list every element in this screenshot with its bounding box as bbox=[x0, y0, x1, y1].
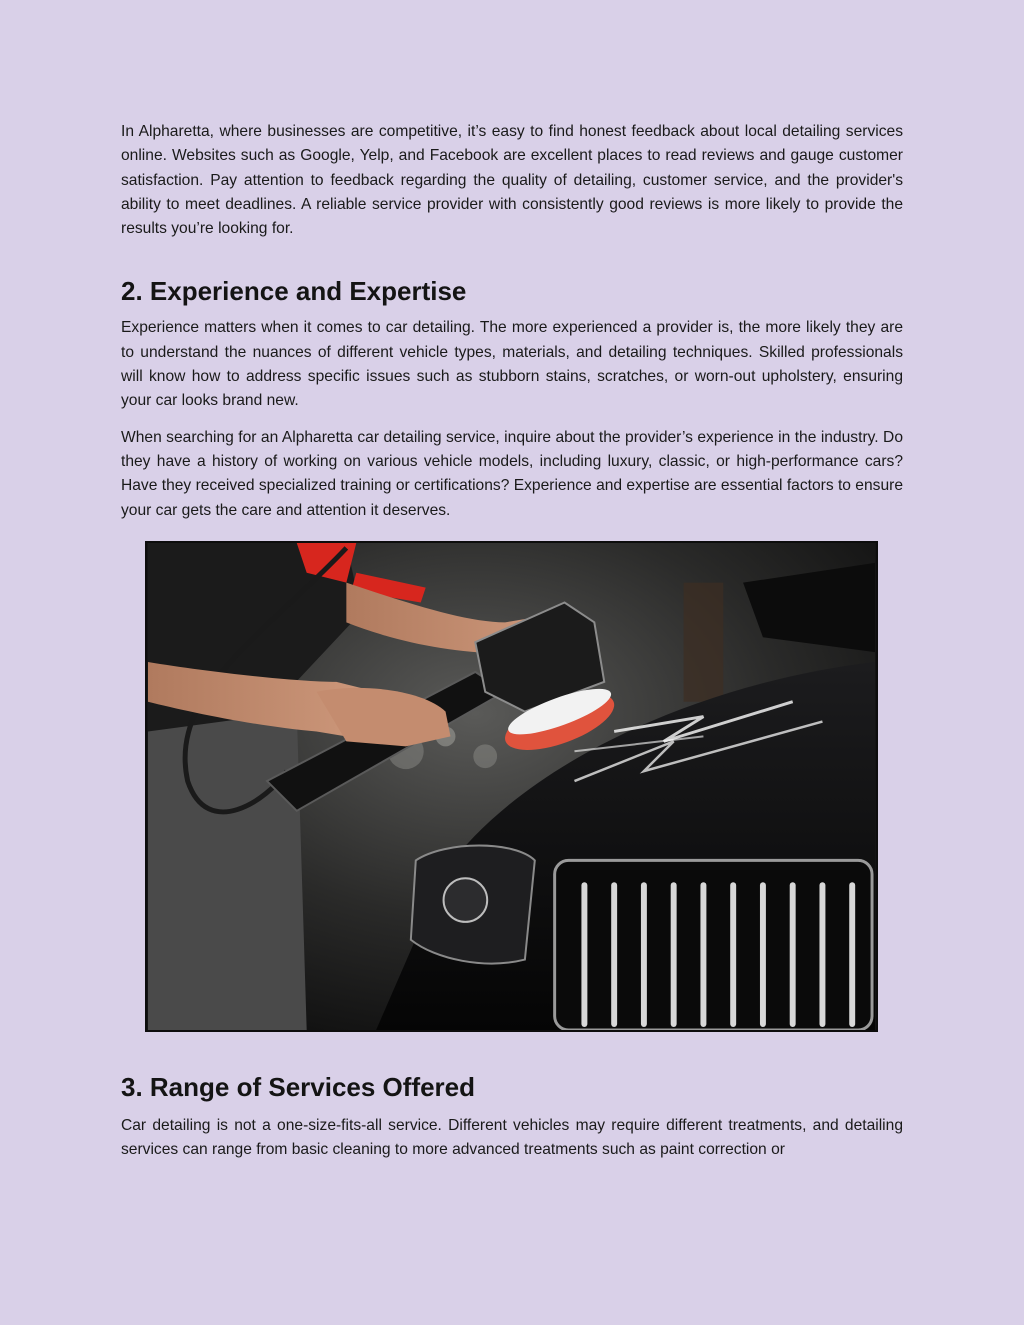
experience-heading: 2. Experience and Expertise bbox=[121, 276, 467, 307]
experience-paragraph-1: Experience matters when it comes to car detailing. The more experienced a provider is, the more likely they are to understand the nuances of different vehicle types, materials, and detailing techniques. Skilled professionals will know how to address specific issues such as stubborn stains, scratches, or worn-out upholstery, ensuring your car looks brand new. bbox=[121, 319, 903, 410]
car-polishing-photo bbox=[145, 541, 878, 1032]
range-heading: 3. Range of Services Offered bbox=[121, 1072, 476, 1102]
car-polishing-illustration bbox=[145, 541, 878, 1032]
range-paragraph: Car detailing is not a one-size-fits-all service. Different vehicles may require different treatments, and detailing services can range from basic cleaning to more advanced treatments such as paint correction or bbox=[121, 1117, 903, 1159]
document-body bbox=[121, 120, 903, 535]
intro-paragraph: In Alpharetta, where businesses are competitive, it’s easy to find honest feedback about local detailing services online. Websites such as Google, Yelp, and Facebook are excellent places to read reviews and gauge customer satisfaction. Pay attention to feedback regarding the quality of detailing, customer service, and the provider's ability to meet deadlines. A reliable service provider with consistently good reviews is more likely to provide the results you’re looking for. bbox=[121, 123, 903, 238]
experience-paragraph-2: When searching for an Alpharetta car detailing service, inquire about the provider’s experience in the industry. Do they have a history of working on various vehicle models, including luxury, classic, or high-performance cars? Have they received specialized training or certifications? Experience and expertise are essential factors to ensure your car gets the care and attention it deserves. bbox=[121, 428, 903, 519]
